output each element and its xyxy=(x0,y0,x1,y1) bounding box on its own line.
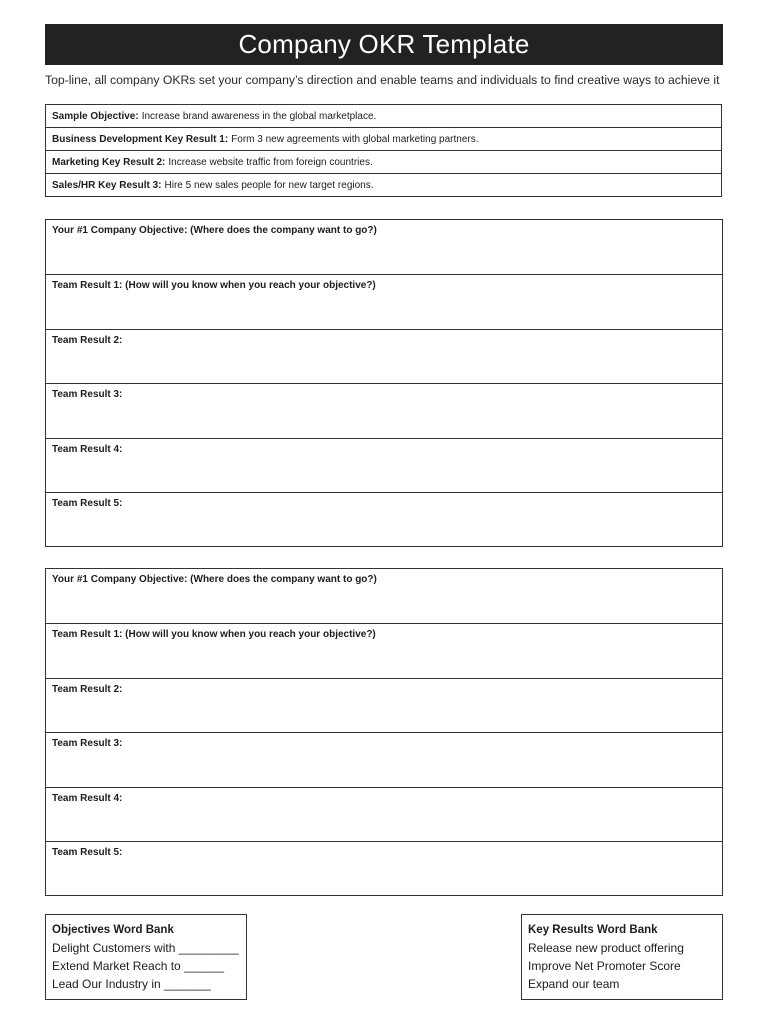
team-result-field[interactable]: Team Result 4: xyxy=(46,439,722,493)
okr-block-1 xyxy=(45,219,723,547)
word-bank-item: Extend Market Reach to ______ xyxy=(52,959,225,973)
team-result-field[interactable]: Team Result 5: xyxy=(52,847,123,858)
team-result-field[interactable]: Team Result 1: (How will you know when you reach your objective?) xyxy=(46,624,722,679)
team-result-field[interactable]: Team Result 3: xyxy=(46,733,722,788)
sample-okr-table xyxy=(45,104,722,197)
sample-objective-row xyxy=(46,105,721,128)
sample-text: Form 3 new agreements with global marketing partners. xyxy=(231,133,479,145)
key-results-bank-title: Key Results Word Bank xyxy=(528,924,658,936)
objectives-bank-title: Objectives Word Bank xyxy=(52,924,174,936)
sample-key-result-row xyxy=(46,128,721,151)
sample-label: Sales/HR Key Result 3: xyxy=(52,179,162,191)
sample-text: Hire 5 new sales people for new target regions. xyxy=(164,179,374,191)
okr-block-2 xyxy=(45,568,723,896)
page-title: Company OKR Template xyxy=(45,24,723,65)
word-bank-item: Improve Net Promoter Score xyxy=(528,959,681,973)
team-result-field[interactable]: Team Result 3: xyxy=(46,384,722,439)
team-result-field[interactable]: Team Result 2: xyxy=(46,679,722,733)
key-results-word-bank xyxy=(521,914,723,1000)
word-bank-item: Expand our team xyxy=(528,977,620,991)
team-result-field[interactable]: Team Result 1: (How will you know when you reach your objective?) xyxy=(46,275,722,330)
team-result-field[interactable]: Team Result 5: xyxy=(52,498,123,509)
word-bank-item: Delight Customers with _________ xyxy=(52,941,239,955)
word-bank-item: Lead Our Industry in _______ xyxy=(52,977,211,991)
sample-label: Sample Objective: xyxy=(52,110,139,122)
word-bank-item: Release new product offering xyxy=(528,941,684,955)
company-objective-field[interactable]: Your #1 Company Objective: (Where does the company want to go?) xyxy=(46,569,722,624)
sample-key-result-row xyxy=(46,151,721,174)
sample-text: Increase brand awareness in the global marketplace. xyxy=(141,110,377,122)
company-objective-field[interactable]: Your #1 Company Objective: (Where does the company want to go?) xyxy=(46,220,722,275)
sample-key-result-row xyxy=(46,174,721,196)
objectives-word-bank xyxy=(45,914,247,1000)
sample-label: Marketing Key Result 2: xyxy=(52,156,166,168)
sample-text: Increase website traffic from foreign countries. xyxy=(168,156,373,168)
page-subtitle: Top-line, all company OKRs set your company’s direction and enable teams and individuals to find creative ways to achieve it xyxy=(45,73,720,87)
team-result-field[interactable]: Team Result 2: xyxy=(46,330,722,384)
team-result-field[interactable]: Team Result 4: xyxy=(46,788,722,842)
sample-label: Business Development Key Result 1: xyxy=(52,133,229,145)
